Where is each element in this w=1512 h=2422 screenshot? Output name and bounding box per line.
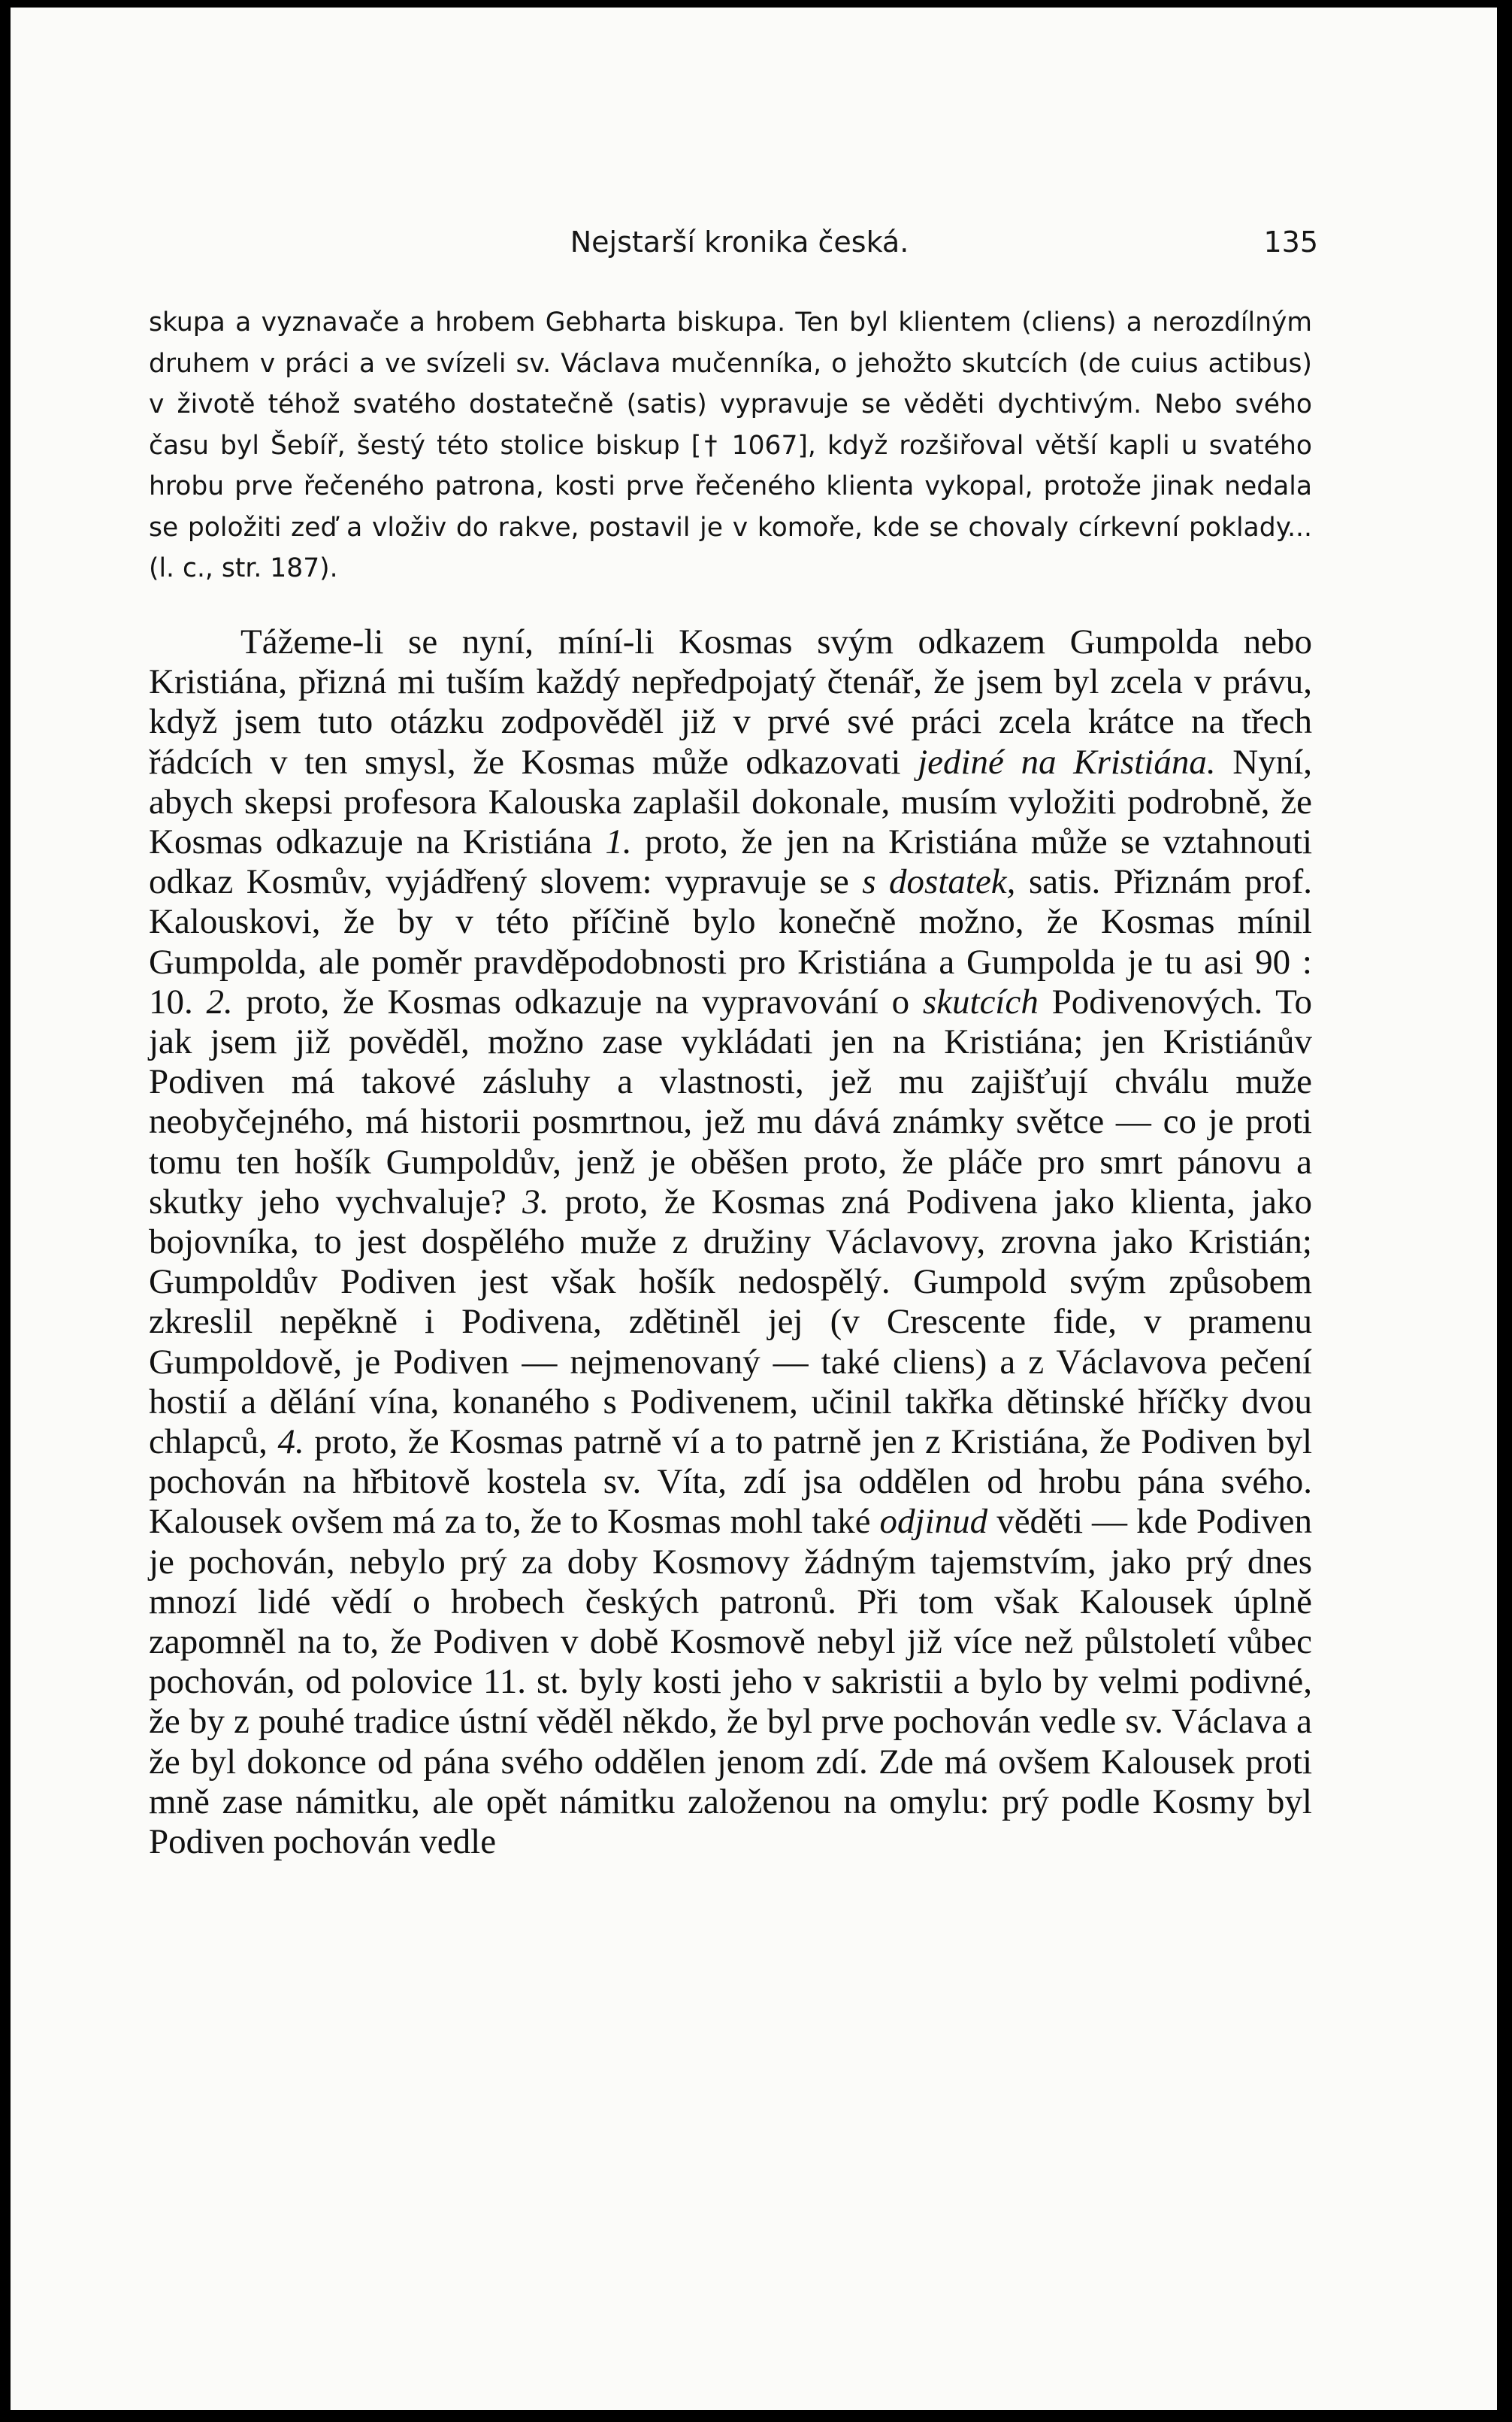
body-text-segment: proto, že jen na Kristiána může se vztahnouti odkaz Kosmův, vyjádřený slovem: vypravuje se [149,822,1313,902]
body-text-segment: Podivenových. To jak jsem již pověděl, možno zase vykládati jen na Kristiána; jen Kristiánův Podiven má takové zásluhy a vlastnosti, jež mu zajišťují chválu muže neobyčejného, má historii posmrtnou, jež mu dává známky světce — co je proti tomu ten hošík Gumpoldův, jenž je oběšen proto, že pláče pro smrt pánovu a skutky jeho vychvaluje? [149,982,1313,1222]
italic-emphasis: skutcích [922,982,1039,1022]
italic-emphasis: s dostatek, [862,862,1016,902]
enumeration-number: 3. [522,1182,549,1222]
page-number: 135 [1263,226,1318,259]
enumeration-number: 2. [206,982,233,1022]
italic-emphasis: jediné na Kristiána. [918,742,1216,782]
enumeration-number: 1. [605,822,632,862]
book-page [11,8,1497,2410]
body-text-segment: Tážeme-li se nyní, míní-li Kosmas svým odkazem Gumpolda nebo Kristiána, přizná mi tuším každý nepředpojatý čtenář, že jsem byl zcela v právu, když jsem tuto otázku zodpověděl již v prvé své práci zcela krátce na třech řádcích v ten smysl, že Kosmas může odkazovati [149,622,1312,782]
enumeration-number: 4. [277,1422,304,1462]
body-text-segment: proto, že Kosmas odkazuje na vypravování o [246,982,910,1022]
italic-emphasis: odjinud [879,1502,988,1542]
page-header [161,226,1318,271]
body-text-segment: satis. Přiznám prof. Kalouskovi, že by v této příčině bylo konečně možno, že Kosmas mínil Gumpolda, ale poměr pravděpodobnosti pro Kristiána a Gumpolda je tu asi 90 : 10. [149,862,1312,1022]
quote-paragraph: skupa a vyznavače a hrobem Gebharta biskupa. Ten byl klientem (cliens) a nerozdílným druhem v práci a ve svízeli sv. Václava mučenníka, o jehožto skutcích (de cuius actibus) v životě téhož svatého dostatečně (satis) vypravuje se věděti dychtivým. Nebo svého času byl Šebíř, šestý této stolice biskup [† 1067], když rozšiřoval větší kapli u svatého hrobu prve řečeného patrona, kosti prve řečeného klienta vykopal, protože jinak nedala se položiti zeď a vloživ do rakve, postavil je v komoře, kde se chovaly církevní poklady... (l. c., str. 187). [149,307,1312,583]
body-text-segment: Nyní, abych skepsi profesora Kalouska zaplašil dokonale, musím vyložiti podrobně, že Kosmas odkazuje na Kristiána [149,742,1313,862]
body-text-segment: proto, že Kosmas zná Podivena jako klienta, jako bojovníka, to jest dospělého muže z družiny Václavovy, zrovna jako Kristián; Gumpoldův Podiven jest však hošík nedospělý. Gumpold svým způsobem zkreslil nepěkně i Podivena, zdětiněl jej (v Crescente fide, v pramenu Gumpoldově, je Podiven — nejmenovaný — také cliens) a z Václavova pečení hostií a dělání vína, konaného s Podivenem, učinil takřka dětinské hříčky dvou chlapců, [149,1182,1313,1462]
body-paragraph [149,622,1312,1862]
body-text-segment: věděti — kde Podiven je pochován, nebylo prý za doby Kosmovy žádným tajemstvím, jako prý dnes mnozí lidé vědí o hrobech českých patronů. Při tom však Kalousek úplně zapomněl na to, že Podiven v době Kosmově nebyl již více než půlstoletí vůbec pochován, od polovice 11. st. byly kosti jeho v sakristii a bylo by velmi podivné, že by z pouhé tradice ústní věděl někdo, že byl prve pochován vedle sv. Václava a že byl dokonce od pána svého oddělen jenom zdí. Zde má ovšem Kalousek proti mně zase námitku, ale opět námitku založenou na omylu: prý podle Kosmy byl Podiven pochován vedle [149,1502,1313,1862]
running-title: Nejstarší kronika česká. [570,226,909,259]
body-text-segment: proto, že Kosmas patrně ví a to patrně jen z Kristiána, že Podiven byl pochován na hřbitově kostela sv. Víta, zdí jsa oddělen od hrobu pána svého. Kalousek ovšem má za to, že to Kosmas mohl také [149,1422,1313,1542]
